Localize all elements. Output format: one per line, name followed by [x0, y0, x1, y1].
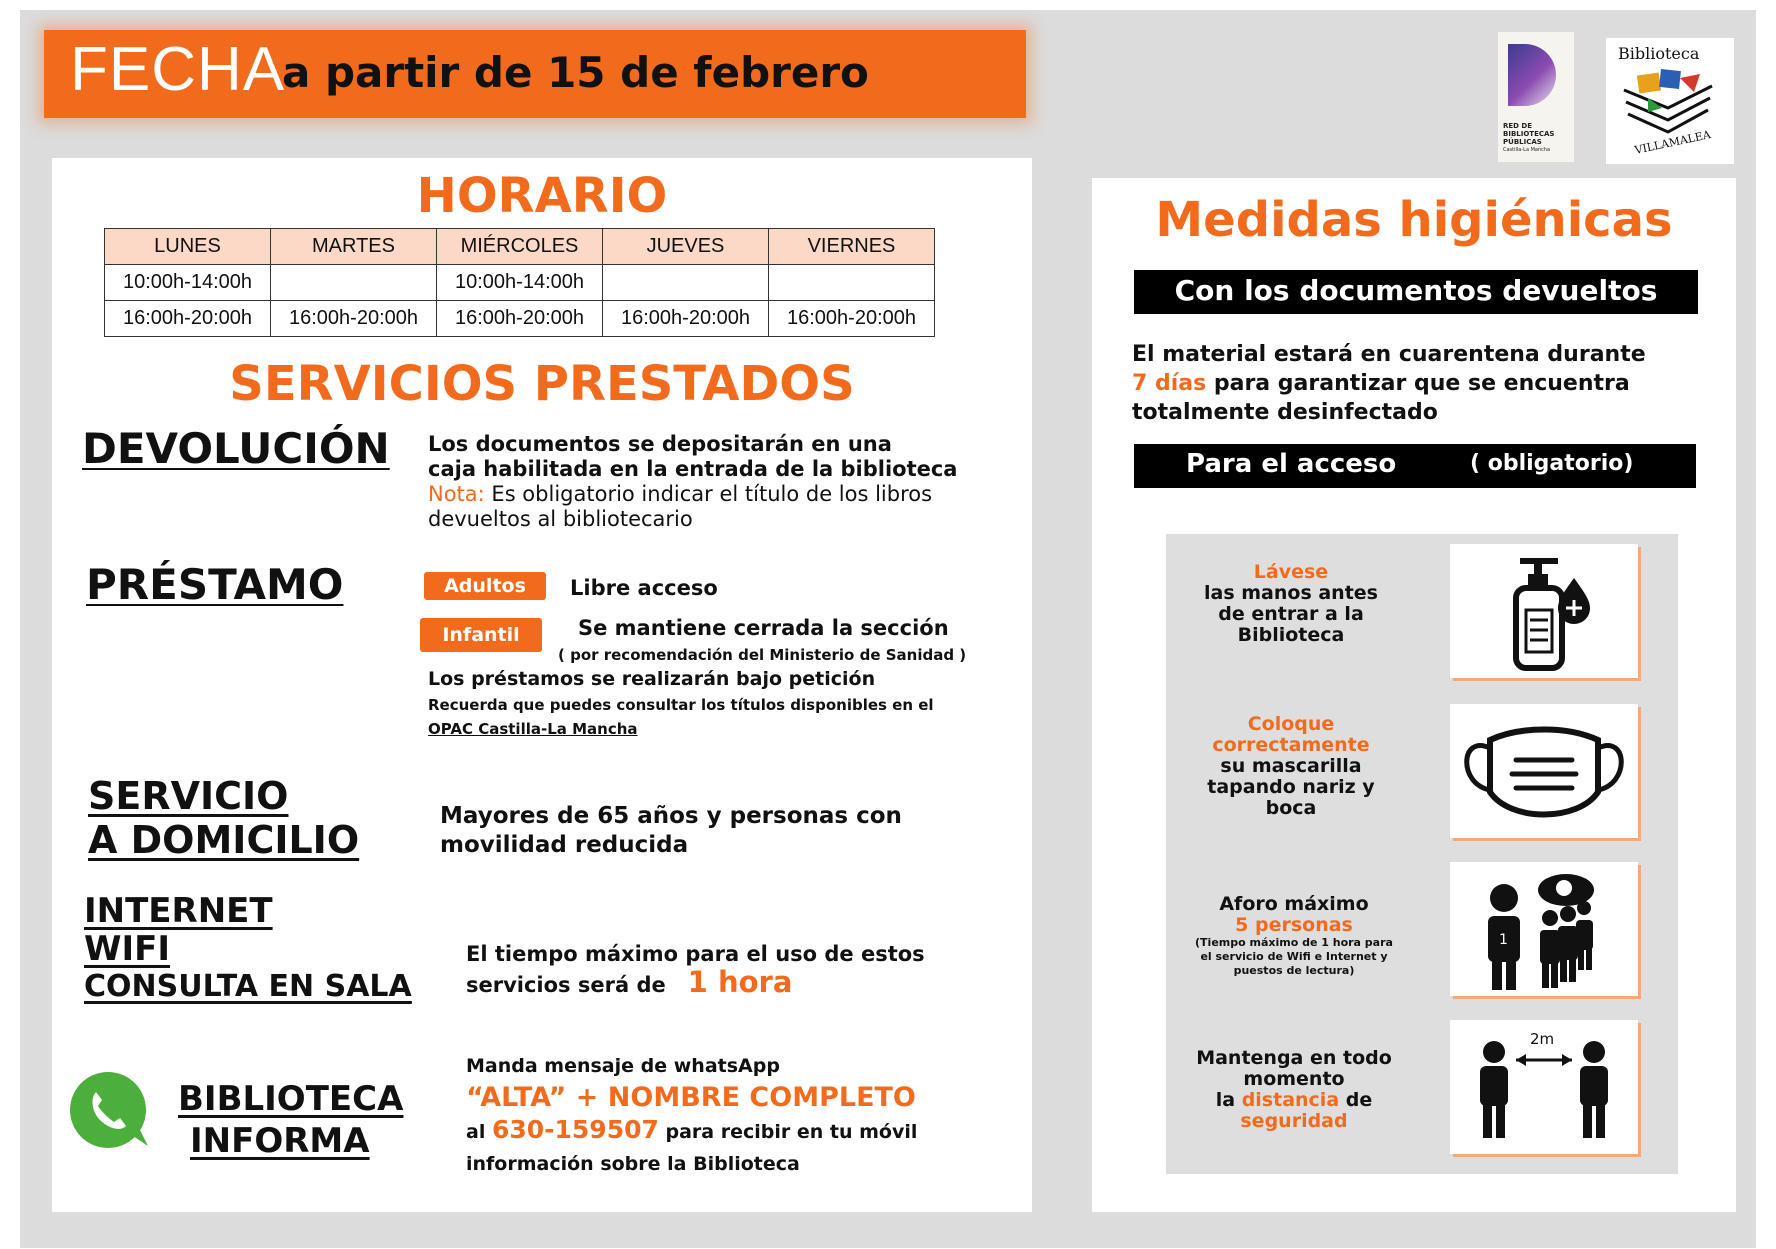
medidas-panel: [1092, 178, 1736, 1212]
documentos-devueltos-bar: Con los documentos devueltos: [1134, 270, 1698, 314]
fecha-word: FECHA: [70, 35, 286, 104]
devolucion-heading: DEVOLUCIÓN: [82, 424, 390, 473]
whatsapp-icon: [66, 1068, 152, 1154]
day-header: LUNES: [105, 229, 271, 265]
red-bibliotecas-logo: [1498, 32, 1574, 162]
face-mask-icon: [1450, 704, 1638, 838]
schedule-cell: 10:00h-14:00h: [105, 265, 271, 301]
acceso-bar: Para el acceso ( obligatorio): [1134, 444, 1696, 488]
schedule-cell: [769, 265, 935, 301]
prestamo-heading: PRÉSTAMO: [86, 560, 344, 609]
day-header: MIÉRCOLES: [437, 229, 603, 265]
schedule-cell: 16:00h-20:00h: [271, 301, 437, 337]
logo-bib-bottom: VILLAMALEA: [1633, 128, 1712, 157]
hand-sanitizer-card: [1450, 544, 1638, 678]
schedule-table: [104, 228, 935, 337]
mascarilla-text: Coloque correctamente su mascarilla tapando nariz y boca: [1207, 713, 1375, 819]
biblioteca-villamalea-logo: [1606, 38, 1734, 164]
schedule-cell: 16:00h-20:00h: [105, 301, 271, 337]
schedule-cell: 10:00h-14:00h: [437, 265, 603, 301]
servicios-title: SERVICIOS PRESTADOS: [229, 356, 855, 412]
aforo-card: [1450, 862, 1638, 996]
people-queue-icon: [1450, 862, 1638, 996]
medidas-title: Medidas higiénicas: [1155, 192, 1673, 248]
infantil-text: Se mantiene cerrada la sección: [578, 616, 949, 640]
aforo-text: Aforo máximo 5 personas (Tiempo máximo de 1 hora para el servicio de Wifi e Internet y puestos de lectura): [1195, 893, 1393, 977]
logo-shape-icon: [1508, 44, 1556, 106]
cuarentena-text: El material estará en cuarentena durante 7 días para garantizar que se encuentra totalmente desinfectado: [1132, 342, 1646, 425]
devolucion-text: Los documentos se depositarán en una caja habilitada en la entrada de la biblioteca Nota: Es obligatorio indicar el título de los libros devueltos al bibliotecario: [428, 432, 958, 531]
day-header: JUEVES: [603, 229, 769, 265]
table-row: [105, 265, 935, 301]
schedule-cell: [271, 265, 437, 301]
schedule-cell: 16:00h-20:00h: [603, 301, 769, 337]
internet-heading: INTERNET WIFI CONSULTA EN SALA: [84, 891, 412, 1004]
services-panel: [52, 158, 1032, 1212]
opac-link[interactable]: OPAC Castilla-La Mancha: [428, 720, 638, 738]
svg-text:1: 1: [1499, 932, 1508, 948]
fecha-date: a partir de 15 de febrero: [282, 48, 869, 97]
distancia-card: [1450, 1020, 1638, 1154]
prestamo-recuerda: Recuerda que puedes consultar los títulos disponibles en el: [428, 696, 934, 714]
prestamo-peticion: Los préstamos se realizarán bajo petición: [428, 668, 876, 690]
distance-badge: 2m: [1530, 1030, 1555, 1048]
schedule-header-row: [105, 229, 935, 265]
domicilio-text: Mayores de 65 años y personas con movilidad reducida: [440, 803, 902, 858]
schedule-cell: [603, 265, 769, 301]
informa-heading: BIBLIOTECA INFORMA: [178, 1079, 404, 1161]
internet-text: El tiempo máximo para el uso de estos servicios será de 1 hora: [466, 942, 925, 999]
horario-title: HORARIO: [416, 168, 668, 224]
infantil-badge: Infantil: [420, 618, 542, 652]
manos-text: Lávese las manos antes de entrar a la Biblioteca: [1203, 561, 1378, 646]
schedule-cell: 16:00h-20:00h: [769, 301, 935, 337]
schedule-cell: 16:00h-20:00h: [437, 301, 603, 337]
day-header: VIERNES: [769, 229, 935, 265]
informa-text: Manda mensaje de whatsApp “ALTA” + NOMBRE COMPLETO al 630-159507 para recibir en tu móvil información sobre la Biblioteca: [466, 1055, 918, 1175]
adultos-text: Libre acceso: [570, 576, 718, 600]
distancia-text: Mantenga en todo momento la distancia de seguridad: [1196, 1047, 1392, 1132]
adultos-badge: Adultos: [424, 572, 546, 600]
hand-sanitizer-icon: [1450, 544, 1638, 678]
table-row: [105, 301, 935, 337]
logo-text: RED DE BIBLIOTECAS PÚBLICAS Castilla-La Mancha: [1503, 122, 1555, 153]
infantil-note: ( por recomendación del Ministerio de Sanidad ): [558, 646, 967, 664]
date-banner: [44, 30, 1026, 118]
domicilio-heading: SERVICIO A DOMICILIO: [88, 774, 360, 862]
logo-bib-top: Biblioteca: [1618, 44, 1700, 63]
day-header: MARTES: [271, 229, 437, 265]
face-mask-card: [1450, 704, 1638, 838]
